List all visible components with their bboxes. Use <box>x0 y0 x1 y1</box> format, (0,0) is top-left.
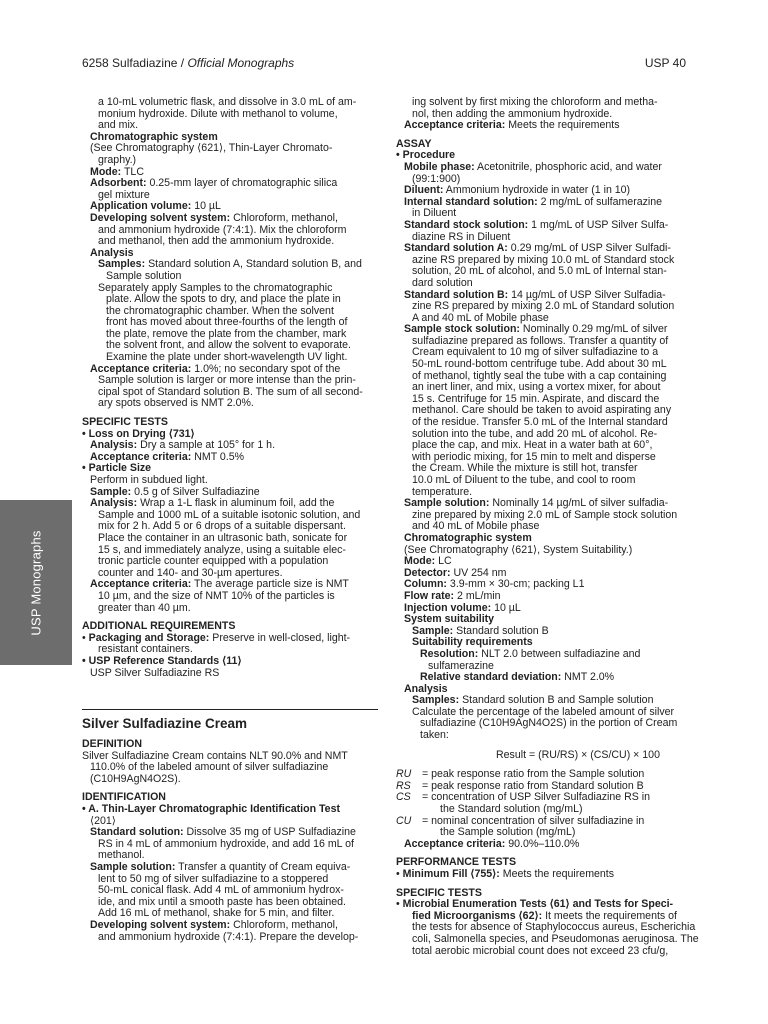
field-label: Acceptance criteria: <box>90 362 192 375</box>
field-label: Flow rate: <box>404 589 455 602</box>
title-rule <box>82 709 378 710</box>
field-label: Standard solution A: <box>404 242 508 255</box>
line-text: Silver Sulfadiazine Cream contains NLT 90.0% and NMT <box>82 749 348 762</box>
header-left <box>82 56 294 70</box>
variable-meaning: = peak response ratio from the Sample solution <box>422 768 645 781</box>
line-text: nol, then adding the ammonium hydroxide. <box>412 107 613 120</box>
line-text: Add 16 mL of methanol, shake for 5 min, and filter. <box>98 907 335 920</box>
line-text: a 10-mL volumetric flask, and dissolve in 3.0 mL of am- <box>98 96 357 108</box>
line-text: methanol. <box>98 849 145 862</box>
line-text: Sample solution <box>106 269 182 282</box>
line-text: sulfadiazine (C10H9AgN4O2S) in the portion of Cream <box>420 717 678 730</box>
formula <box>396 750 690 762</box>
bullet-item: • Loss on Drying ⟨731⟩ <box>82 427 195 440</box>
line-text: lent to 50 mg of silver sulfadiazine to a stoppered <box>98 872 329 885</box>
section-heading-text: DEFINITION <box>82 738 143 751</box>
line-text: counter and 140- and 30-µm apertures. <box>98 566 283 579</box>
line-text: and ammonium hydroxide (7:4:1). Prepare the develop- <box>98 930 359 943</box>
line-text: zine RS prepared by mixing 2.0 mL of Standard solution <box>412 300 675 313</box>
field-value: Chloroform, methanol, <box>233 211 338 224</box>
line-text: the plate, remove the plate from the chamber, mark <box>106 327 347 340</box>
field-value: Transfer a quantity of Cream equiva- <box>178 861 351 874</box>
line-text: the solvent front, and allow the solvent to evaporate. <box>106 339 351 352</box>
formula-text: Result = (RU/RS) × (CS/CU) × 100 <box>496 748 660 761</box>
line-text: System suitability <box>404 613 495 626</box>
field-value: 2 mL/min <box>456 589 501 602</box>
field-value: 10 µL <box>494 601 521 614</box>
field-label: Analysis: <box>90 439 138 452</box>
field-value: 2 mg/mL of sulfamerazine <box>540 195 663 208</box>
line-text: Perform in subdued light. <box>90 474 208 486</box>
field-label: Injection volume: <box>404 601 492 614</box>
left-column <box>82 97 378 943</box>
variable-symbol: RS <box>396 779 411 792</box>
line-text: and mix. <box>98 119 139 132</box>
field-value: Dry a sample at 105° for 1 h. <box>140 439 276 452</box>
line-text: tronic particle counter equipped with a population <box>98 555 329 568</box>
line-text: monium hydroxide. Dilute with methanol to volume, <box>98 107 338 120</box>
line-text: ⟨201⟩ <box>90 814 116 827</box>
monograph-name: Sulfadiazine <box>112 56 178 70</box>
line-text: Place the container in an ultrasonic bath, sonicate for <box>98 531 348 544</box>
field-value: Ammonium hydroxide in water (1 in 10) <box>445 184 631 197</box>
line-text: an inert liner, and mix, using a vortex mixer, for about <box>412 381 661 394</box>
field-value: Meets the requirements <box>508 119 620 132</box>
field-label: Developing solvent system: <box>90 211 231 224</box>
line-text: the Standard solution (mg/mL) <box>440 803 583 816</box>
field-label: Standard solution: <box>90 826 184 839</box>
line-text: front has moved about three-fourths of the length of <box>106 316 348 329</box>
text-line <box>396 804 690 816</box>
field-value: 3.9-mm × 30-cm; packing L1 <box>449 578 585 591</box>
field-value: 14 µg/mL of USP Silver Sulfadia- <box>511 288 666 301</box>
field-label: Relative standard deviation: <box>420 671 562 684</box>
line-text: and 40 mL of Mobile phase <box>412 520 540 533</box>
field-value: TLC <box>123 165 144 178</box>
line-text: zine prepared by mixing 2.0 mL of Sample stock solution <box>412 508 678 521</box>
bullet-field: • Microbial Enumeration Tests ⟨61⟩ and Tests for Speci- <box>396 898 674 911</box>
variable-symbol: CS <box>396 791 411 804</box>
field-label: Sample solution: <box>404 497 490 510</box>
field-label: Mobile phase: <box>404 160 475 173</box>
header-separator: / <box>177 56 188 70</box>
field-label: Standard solution B: <box>404 288 509 301</box>
line-text: Analysis <box>90 246 134 259</box>
field-label: Mode: <box>90 165 122 178</box>
bullet-text: A. Thin-Layer Chromatographic Identification Test <box>88 803 340 816</box>
bullet-value: Meets the requirements <box>502 868 615 880</box>
field-label: Standard stock solution: <box>404 218 529 231</box>
field-label: Internal standard solution: <box>404 195 538 208</box>
line-text: of the residue. Transfer 5.0 mL of the Internal standard <box>412 416 668 429</box>
text-line <box>396 730 690 742</box>
line-text: Suitability requirements <box>412 636 533 649</box>
field-value: The average particle size is NMT <box>194 578 349 591</box>
line-text: plate. Allow the spots to dry, and place the plate in <box>106 293 341 306</box>
field-value: 1 mg/mL of USP Silver Sulfa- <box>531 218 669 231</box>
field-label: Acceptance criteria: <box>404 837 506 850</box>
field-value: NMT 2.0% <box>564 671 615 684</box>
section-heading-text: SPECIFIC TESTS <box>396 886 482 899</box>
monograph-title-text: Silver Sulfadiazine Cream <box>82 716 248 732</box>
field-value: NMT 0.5% <box>194 450 245 463</box>
field-label: Sample solution: <box>90 861 176 874</box>
line-text: the chromatographic chamber. When the solvent <box>106 304 334 317</box>
bullet-text: USP Reference Standards ⟨11⟩ <box>88 654 242 667</box>
bullet-field: • Minimum Fill ⟨755⟩: Meets the requirements <box>396 868 615 880</box>
text-line <box>396 946 690 958</box>
right-column <box>396 96 699 957</box>
line-text: Examine the plate under short-wavelength UV light. <box>106 351 348 364</box>
bullet-item: • Procedure <box>396 149 456 162</box>
line-text: (99:1:900) <box>412 172 461 185</box>
line-text: greater than 40 µm. <box>98 601 191 614</box>
line-text: 10.0 mL of Diluent to the tube, and cool to room <box>412 474 636 486</box>
line-text: 50-mL round-bottom centrifuge tube. Add about 30 mL <box>412 358 667 371</box>
line-text: Separately apply Samples to the chromatographic <box>98 281 333 294</box>
line-text: cipal spot of Standard solution B. The sum of all second- <box>98 385 363 398</box>
line-text: resistant containers. <box>98 643 193 656</box>
bullet-text: Loss on Drying ⟨731⟩ <box>88 427 195 440</box>
section-heading-text: PERFORMANCE TESTS <box>396 856 517 869</box>
line-text: diazine RS in Diluent <box>412 230 511 243</box>
field-label: Developing solvent system: <box>90 919 231 931</box>
line-text: mix for 2 h. Add 5 or 6 drops of a suitable dispersant. <box>98 520 346 533</box>
line-text: Calculate the percentage of the labeled amount of silver <box>412 705 675 718</box>
field-value: 0.29 mg/mL of USP Silver Sulfadi- <box>510 242 671 255</box>
field-value: 10 µL <box>194 200 221 213</box>
field-value: LC <box>438 555 452 568</box>
line-text: Chromatographic system <box>404 531 532 544</box>
page-number: 6258 <box>82 56 109 70</box>
line-text: and ammonium hydroxide (7:4:1). Mix the chloroform <box>98 223 347 236</box>
line-text: (See Chromatography ⟨621⟩, Thin-Layer Chromato- <box>90 142 333 155</box>
line-text: A and 40 mL of Mobile phase <box>412 311 549 324</box>
line-text: 15 s, and immediately analyze, using a suitable elec- <box>98 543 346 556</box>
bullet-text: Procedure <box>402 149 456 162</box>
line-text: the Sample solution (mg/mL) <box>440 826 576 839</box>
bullet-value: It meets the requirements of <box>545 909 677 922</box>
field-label: Detector: <box>404 566 451 579</box>
bullet-label: Packaging and Storage: <box>88 631 210 644</box>
line-text: total aerobic microbial count does not exceed 23 cfu/g, <box>412 944 669 957</box>
section-heading-text: IDENTIFICATION <box>82 791 166 804</box>
field-label: Analysis: <box>90 497 138 510</box>
field-value: 90.0%–110.0% <box>508 837 580 850</box>
field-value: UV 254 nm <box>453 566 507 579</box>
variable-meaning: = concentration of USP Silver Sulfadiazine RS in <box>422 791 650 804</box>
bullet-item: • A. Thin-Layer Chromatographic Identification Test <box>82 803 340 816</box>
variable-meaning: = peak response ratio from Standard solution B <box>422 779 644 792</box>
bullet-field: • Packaging and Storage: Preserve in well-closed, light- <box>82 631 351 644</box>
field-label: Sample: <box>90 485 132 498</box>
field-label: Acceptance criteria: <box>90 578 192 591</box>
line-text: in Diluent <box>412 207 457 220</box>
section-heading-text: ADDITIONAL REQUIREMENTS <box>82 620 236 633</box>
variable-meaning: = nominal concentration of silver sulfadiazine in <box>422 814 645 827</box>
text-line <box>82 668 378 680</box>
line-text: Sample solution is larger or more intense than the prin- <box>98 374 356 387</box>
line-text: ary spots observed is NMT 2.0%. <box>98 397 254 410</box>
field-label: Acceptance criteria: <box>90 450 192 463</box>
field-label: Acceptance criteria: <box>404 119 506 132</box>
text-line <box>82 774 378 786</box>
line-text: with periodic mixing, for 15 min to melt and disperse <box>412 450 656 463</box>
line-text: ide, and mix until a smooth paste has been obtained. <box>98 895 346 908</box>
usp-edition: USP 40 <box>644 56 686 70</box>
spacer <box>82 679 378 709</box>
field-line <box>396 120 690 132</box>
line-text: 15 s. Centrifuge for 15 min. Aspirate, and discard the <box>412 392 660 405</box>
line-text: sulfamerazine <box>428 659 494 672</box>
bullet-item: • USP Reference Standards ⟨11⟩ <box>82 654 242 667</box>
line-text: Sample and 1000 mL of a suitable isotonic solution, and <box>98 508 361 521</box>
line-text: dard solution <box>412 276 473 289</box>
field-label: Application volume: <box>90 200 192 213</box>
bullet-label: fied Microorganisms ⟨62⟩: <box>412 909 543 922</box>
line-text: (See Chromatography ⟨621⟩, System Suitability.) <box>404 543 633 556</box>
field-value: 1.0%; no secondary spot of the <box>194 362 341 375</box>
text-line <box>82 603 378 615</box>
line-text: USP Silver Sulfadiazine RS <box>90 666 220 679</box>
field-value: Nominally 14 µg/mL of silver sulfadia- <box>492 497 669 510</box>
line-text: (C10H9AgN4O2S). <box>90 772 181 785</box>
line-text: the Cream. While the mixture is still hot, transfer <box>412 462 638 475</box>
side-tab <box>0 500 72 665</box>
line-text: ing solvent by first mixing the chloroform and metha- <box>412 96 658 108</box>
field-value: 0.5 g of Silver Sulfadiazine <box>134 485 260 498</box>
field-value: 0.25-mm layer of chromatographic silica <box>149 177 338 190</box>
line-text: and methanol, then add the ammonium hydroxide. <box>98 235 335 248</box>
line-text: Analysis <box>404 682 448 695</box>
variable-symbol: CU <box>396 814 412 827</box>
field-value: Chloroform, methanol, <box>233 919 338 931</box>
field-label: Samples: <box>98 258 146 271</box>
field-label: Adsorbent: <box>90 177 147 190</box>
bullet-text: Particle Size <box>88 462 152 475</box>
field-value: Nominally 0.29 mg/mL of silver <box>522 323 668 336</box>
line-text: graphy.) <box>98 153 137 166</box>
field-value: Standard solution B and Sample solution <box>462 694 654 707</box>
bullet-value: Preserve in well-closed, light- <box>212 631 351 644</box>
field-label: Column: <box>404 578 447 591</box>
line-text: Cream equivalent to 10 mg of silver sulfadiazine to a <box>412 346 659 359</box>
line-text: gel mixture <box>98 188 150 201</box>
section-heading-text: ASSAY <box>396 137 432 150</box>
line-text: the tests for absence of Staphylococcus aureus, Escherichia <box>412 921 696 934</box>
text-line <box>82 398 378 410</box>
line-text: place the cap, and mix. Heat in a water bath at 60°, <box>412 439 653 452</box>
line-text: 50-mL conical flask. Add 4 mL of ammonium hydrox- <box>98 884 344 897</box>
field-value: Standard solution A, Standard solution B, and <box>148 258 362 271</box>
line-text: 10 µm, and the size of NMT 10% of the particles is <box>98 589 335 602</box>
field-value: Acetonitrile, phosphoric acid, and water <box>477 160 662 173</box>
field-label: Resolution: <box>420 647 479 660</box>
field-label: Diluent: <box>404 184 444 197</box>
line-text: Chromatographic system <box>90 130 218 143</box>
line-text: methanol. Care should be taken to avoid aspirating any <box>412 404 672 417</box>
text-line <box>82 932 378 944</box>
field-label: Mode: <box>404 555 436 568</box>
line-text: of methanol, tightly seal the tube with a cap containing <box>412 369 667 382</box>
monograph-title <box>82 716 378 732</box>
bullet-label: Minimum Fill ⟨755⟩: <box>402 868 500 880</box>
line-text: taken: <box>420 729 449 742</box>
field-value: Dissolve 35 mg of USP Sulfadiazine <box>186 826 356 839</box>
side-tab-label: USP Monographs <box>28 529 44 636</box>
line-text: coli, Salmonella species, and Pseudomonas aeruginosa. The <box>412 932 699 945</box>
line-text: solution into the tube, and add 20 mL of alcohol. Re- <box>412 427 658 440</box>
line-text: 110.0% of the labeled amount of silver sulfadiazine <box>90 761 329 774</box>
field-line <box>396 839 690 851</box>
page-header <box>82 56 686 72</box>
field-value: Wrap a 1-L flask in aluminum foil, add the <box>140 497 335 510</box>
section-name: Official Monographs <box>187 56 295 70</box>
bullet-label: Microbial Enumeration Tests ⟨61⟩ and Tests for Speci- <box>402 898 674 911</box>
bullet-item: • Particle Size <box>82 462 152 475</box>
variable-symbol: RU <box>396 768 412 781</box>
line-text: sulfadiazine prepared as follows. Transfer a quantity of <box>412 334 669 347</box>
line-text: azine RS prepared by mixing 10.0 mL of Standard stock <box>412 253 675 266</box>
field-label: Sample stock solution: <box>404 323 520 336</box>
line-text: RS in 4 mL of ammonium hydroxide, and add 16 mL of <box>98 837 354 850</box>
line-text: solution, 20 mL of alcohol, and 5.0 mL of Internal stan- <box>412 265 667 278</box>
line-text: temperature. <box>412 485 473 498</box>
field-value: NLT 2.0 between sulfadiazine and <box>481 647 641 660</box>
field-label: Samples: <box>412 694 460 707</box>
field-label: Sample: <box>412 624 454 637</box>
field-value: Standard solution B <box>456 624 549 637</box>
section-heading-text: SPECIFIC TESTS <box>82 416 168 429</box>
